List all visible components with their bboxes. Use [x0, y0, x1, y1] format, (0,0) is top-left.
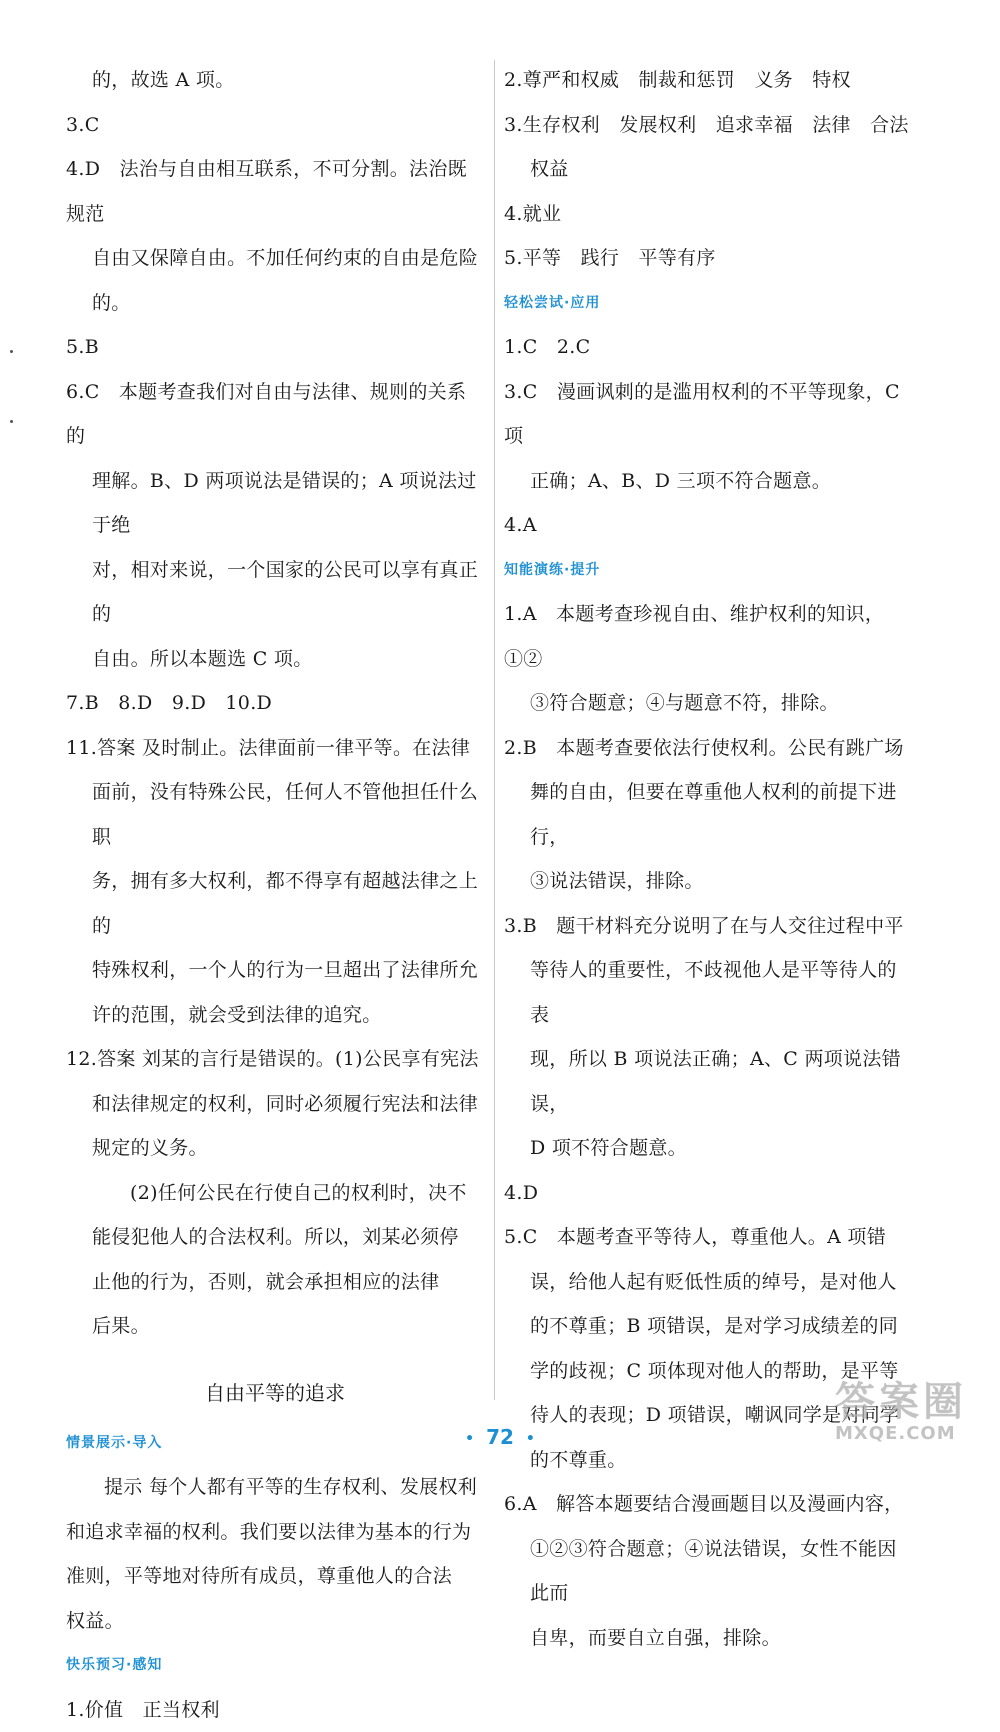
scan-mark: [10, 350, 13, 353]
text-line: ①②③符合题意；④说法错误，女性不能因此而: [504, 1527, 914, 1616]
answer-2: 2.尊严和权威 制裁和惩罚 义务 特权: [504, 58, 914, 103]
dot-icon: •: [514, 1431, 547, 1447]
answers-7-10: 7.B 8.D 9.D 10.D: [66, 681, 484, 726]
text-line: 权益: [504, 147, 914, 192]
scan-mark: [10, 420, 13, 423]
answer-5: 5.平等 践行 平等有序: [504, 236, 914, 281]
hint-line: 权益。: [66, 1599, 484, 1644]
text-line: ③说法错误，排除。: [504, 859, 914, 904]
answer-5: 5.B: [66, 325, 484, 370]
text-line: 舞的自由，但要在尊重他人权利的前提下进行，: [504, 770, 914, 859]
answer-5: 5.C 本题考查平等待人，尊重他人。A 项错: [504, 1215, 914, 1260]
answer-4: 4.D 法治与自由相互联系，不可分割。法治既规范: [66, 147, 484, 236]
hint-line: 和追求幸福的权利。我们要以法律为基本的行为: [66, 1510, 484, 1555]
section-header-apply: 轻松尝试·应用: [504, 281, 914, 326]
text-line: 对，相对来说，一个国家的公民可以享有真正的: [66, 548, 484, 637]
answer-3: 3.B 题干材料充分说明了在与人交往过程中平: [504, 904, 914, 949]
page-number: [440, 1425, 560, 1449]
answer-4: 4.就业: [504, 192, 914, 237]
answer-6: 6.A 解答本题要结合漫画题目以及漫画内容，: [504, 1482, 914, 1527]
watermark-logo: [835, 1380, 985, 1460]
dot-icon: •: [453, 1431, 486, 1447]
watermark-text: 答案圈: [835, 1380, 985, 1424]
text-line: D 项不符合题意。: [504, 1126, 914, 1171]
text-line: 待人的表现；D 项错误，嘲讽同学是对同学: [504, 1393, 914, 1438]
text-line: 许的范围，就会受到法律的追究。: [66, 993, 484, 1038]
text-line: 和法律规定的权利，同时必须履行宪法和法律: [66, 1082, 484, 1127]
answer-4: 4.D: [504, 1171, 914, 1216]
text-line: 正确；A、B、D 三项不符合题意。: [504, 459, 914, 504]
section-header-intro: 情景展示·导入: [66, 1421, 484, 1466]
answer-3: 3.C 漫画讽刺的是滥用权利的不平等现象，C 项: [504, 370, 914, 459]
text-line: (2)任何公民在行使自己的权利时，决不: [66, 1171, 484, 1216]
text-line: 自由又保障自由。不加任何约束的自由是危险的。: [66, 236, 484, 325]
hint-line: 准则，平等地对待所有成员，尊重他人的合法: [66, 1554, 484, 1599]
text-line: 现，所以 B 项说法正确；A、C 两项说法错误，: [504, 1037, 914, 1126]
section-header-preview: 快乐预习·感知: [66, 1643, 484, 1688]
answer-6: 6.C 本题考查我们对自由与法律、规则的关系的: [66, 370, 484, 459]
hint-line: 提示 每个人都有平等的生存权利、发展权利: [66, 1465, 484, 1510]
answer-3: 3.生存权利 发展权利 追求幸福 法律 合法: [504, 103, 914, 148]
left-column: [66, 58, 484, 1732]
answer-4: 4.A: [504, 503, 914, 548]
text-line: 自由。所以本题选 C 项。: [66, 637, 484, 682]
text-line: 止他的行为，否则，就会承担相应的法律: [66, 1260, 484, 1305]
answers-1-2: 1.C 2.C: [504, 325, 914, 370]
text-line: 误，给他人起有贬低性质的绰号，是对他人: [504, 1260, 914, 1305]
text-line: ③符合题意；④与题意不符，排除。: [504, 681, 914, 726]
column-divider: [494, 60, 495, 1400]
answer-3: 3.C: [66, 103, 484, 148]
text-line: 的不尊重；B 项错误，是对学习成绩差的同: [504, 1304, 914, 1349]
text-line: 后果。: [66, 1304, 484, 1349]
answer-11: 11.答案 及时制止。法律面前一律平等。在法律: [66, 726, 484, 771]
text-line: 自卑，而要自立自强，排除。: [504, 1616, 914, 1661]
text-line: 能侵犯他人的合法权利。所以，刘某必须停: [66, 1215, 484, 1260]
answer-12: 12.答案 刘某的言行是错误的。(1)公民享有宪法: [66, 1037, 484, 1082]
page-number-value: 72: [486, 1425, 514, 1449]
section-header-practice: 知能演练·提升: [504, 548, 914, 593]
text-line: 学的歧视；C 项体现对他人的帮助，是平等: [504, 1349, 914, 1394]
answer-1: 1.价值 正当权利: [66, 1688, 484, 1732]
text-line: 面前，没有特殊公民，任何人不管他担任什么职: [66, 770, 484, 859]
text-line: 的，故选 A 项。: [66, 58, 484, 103]
text-line: 特殊权利，一个人的行为一旦超出了法律所允: [66, 948, 484, 993]
section-title: 自由平等的追求: [66, 1349, 484, 1421]
text-line: 的不尊重。: [504, 1438, 914, 1483]
text-line: 规定的义务。: [66, 1126, 484, 1171]
text-line: 理解。B、D 两项说法是错误的；A 项说法过于绝: [66, 459, 484, 548]
watermark-url: MXQE.COM: [835, 1424, 985, 1444]
answer-1: 1.A 本题考查珍视自由、维护权利的知识，①②: [504, 592, 914, 681]
answer-2: 2.B 本题考查要依法行使权利。公民有跳广场: [504, 726, 914, 771]
text-line: 等待人的重要性，不歧视他人是平等待人的表: [504, 948, 914, 1037]
text-line: 务，拥有多大权利，都不得享有超越法律之上的: [66, 859, 484, 948]
